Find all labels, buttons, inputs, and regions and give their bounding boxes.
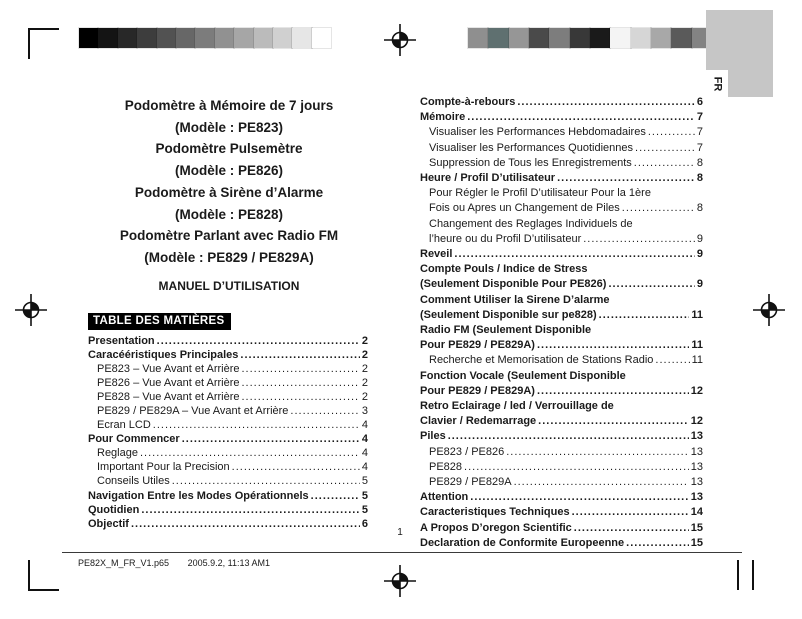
toc-leader-dots xyxy=(157,334,360,348)
toc-entry xyxy=(420,399,703,429)
toc-entry-page: 14 xyxy=(690,506,703,519)
toc-entry xyxy=(420,445,703,460)
toc-entry xyxy=(88,418,368,432)
toc-leader-dots xyxy=(517,95,695,110)
language-tab xyxy=(706,70,728,97)
toc-leader-dots xyxy=(574,521,689,536)
toc-entry xyxy=(88,362,368,376)
toc-leader-dots xyxy=(131,517,360,531)
calibration-square xyxy=(509,28,529,48)
product-model-3: (Modèle : PE828) xyxy=(174,206,284,222)
footer-filename: PE82X_M_FR_V1.p65 xyxy=(78,558,170,568)
crop-mark-bottom-right xyxy=(737,560,739,590)
toc-entry-page: 2 xyxy=(361,377,368,390)
toc-entry-page: 2 xyxy=(361,335,368,347)
toc-column-left xyxy=(88,334,368,531)
toc-entry-label: Compte-à-rebours xyxy=(420,96,516,108)
toc-entry-page: 8 xyxy=(696,172,703,185)
toc-entry-label: PE828 xyxy=(429,460,463,473)
calibration-square xyxy=(176,28,195,48)
toc-leader-dots xyxy=(182,432,360,446)
toc-entry-page: 6 xyxy=(696,96,703,108)
toc-leader-dots xyxy=(141,503,360,517)
toc-entry-page: 11 xyxy=(691,308,703,321)
toc-leader-dots xyxy=(241,362,359,376)
toc-entry xyxy=(420,110,703,125)
toc-leader-dots xyxy=(241,390,359,404)
toc-leader-dots xyxy=(172,474,360,488)
toc-entry-page: 9 xyxy=(696,248,703,261)
cover-titles xyxy=(88,95,370,294)
toc-entry-label: Presentation xyxy=(88,335,155,347)
toc-entry xyxy=(420,490,703,505)
toc-leader-dots xyxy=(622,201,695,216)
calibration-square xyxy=(468,28,488,48)
crop-mark-bottom-right xyxy=(752,560,754,590)
toc-entry-label: Reveil xyxy=(420,248,453,261)
toc-header: TABLE DES MATIÈRES xyxy=(88,313,231,330)
toc-entry-label: A Propos D’oregon Scientific xyxy=(420,521,572,534)
toc-leader-dots xyxy=(454,247,694,262)
toc-entry xyxy=(420,247,703,262)
calibration-square xyxy=(157,28,176,48)
toc-entry-page: 12 xyxy=(690,384,703,397)
calibration-square xyxy=(254,28,273,48)
toc-entry xyxy=(420,293,703,323)
toc-entry-page: 3 xyxy=(361,405,368,418)
toc-entry xyxy=(88,390,368,404)
toc-entry xyxy=(88,489,368,503)
toc-entry-label: Quotidien xyxy=(88,503,140,516)
toc-entry-label: Heure / Profil D’utilisateur xyxy=(420,172,556,185)
toc-entry xyxy=(420,521,703,536)
toc-entry-page: 13 xyxy=(690,460,703,473)
toc-entry-page: 6 xyxy=(361,517,368,530)
toc-entry-label: Pour Commencer xyxy=(88,433,180,446)
product-title-1: Podomètre à Mémoire de 7 jours xyxy=(124,98,334,113)
toc-entry-label: Conseils Utiles xyxy=(97,475,170,488)
toc-entry-label: Clavier / Redemarrage xyxy=(420,415,537,428)
toc-entry-label: (Seulement Disponible sur pe828) xyxy=(420,308,597,321)
toc-entry-page: 13 xyxy=(690,430,703,443)
toc-entry xyxy=(88,432,368,446)
toc-leader-dots xyxy=(538,414,689,429)
toc-leader-dots xyxy=(153,418,360,432)
toc-entry-label: Pour PE829 / PE829A) xyxy=(420,339,535,352)
toc-entry-label-line: Changement des Reglages Individuels de xyxy=(429,217,633,230)
toc-entry xyxy=(420,262,703,292)
calibration-square xyxy=(671,28,691,48)
toc-entry-label: PE826 – Vue Avant et Arrière xyxy=(97,377,240,390)
toc-entry xyxy=(88,446,368,460)
toc-entry-page: 7 xyxy=(696,126,703,139)
grayscale-calibration-bar xyxy=(79,28,331,48)
calibration-square xyxy=(549,28,569,48)
toc-leader-dots xyxy=(290,404,359,418)
toc-entry-page: 13 xyxy=(690,476,703,489)
toc-entry-label: Declaration de Conformite Europeenne xyxy=(420,536,625,549)
toc-entry xyxy=(420,217,703,247)
registration-mark-top xyxy=(384,24,416,56)
toc-entry-label: Reglage xyxy=(97,447,138,460)
toc-entry xyxy=(420,156,703,171)
toc-leader-dots xyxy=(583,232,695,247)
toc-entry-page: 4 xyxy=(361,461,368,474)
calibration-square xyxy=(292,28,311,48)
toc-entry xyxy=(420,460,703,475)
toc-leader-dots xyxy=(537,384,689,399)
toc-column-right xyxy=(420,95,703,551)
toc-entry xyxy=(420,171,703,186)
toc-entry-page: 13 xyxy=(690,445,703,458)
toc-entry-page: 8 xyxy=(696,156,703,169)
toc-leader-dots xyxy=(537,338,689,353)
toc-entry xyxy=(420,125,703,140)
toc-leader-dots xyxy=(648,125,695,140)
toc-entry xyxy=(88,348,368,362)
toc-entry-label: PE823 – Vue Avant et Arrière xyxy=(97,363,240,376)
toc-leader-dots xyxy=(634,156,695,171)
footer-datetime: 2005.9.2, 11:13 AM1 xyxy=(187,558,270,568)
toc-entry-page: 7 xyxy=(696,141,703,154)
toc-leader-dots xyxy=(470,490,688,505)
toc-entry-page: 5 xyxy=(361,489,368,502)
calibration-square xyxy=(570,28,590,48)
toc-entry-label: Suppression de Tous les Enregistrements xyxy=(429,156,632,169)
language-tab-label: FR xyxy=(710,76,723,91)
toc-entry-label-line: Pour Régler le Profil D’utilisateur Pour la 1ère xyxy=(429,187,651,200)
toc-leader-dots xyxy=(240,348,359,362)
toc-entry xyxy=(420,323,703,353)
toc-entry-page: 12 xyxy=(690,415,703,428)
toc-entry-page: 2 xyxy=(361,363,368,376)
toc-leader-dots xyxy=(232,460,360,474)
toc-entry xyxy=(420,141,703,156)
toc-leader-dots xyxy=(506,445,689,460)
toc-entry-label-line: Comment Utiliser la Sirene D’alarme xyxy=(420,293,610,306)
toc-entry xyxy=(88,474,368,488)
calibration-square xyxy=(529,28,549,48)
toc-entry-label: (Seulement Disponible Pour PE826) xyxy=(420,278,607,291)
registration-mark-bottom xyxy=(384,565,416,597)
calibration-square xyxy=(610,28,630,48)
color-calibration-bar xyxy=(468,28,712,48)
calibration-square xyxy=(651,28,671,48)
toc-entry xyxy=(88,503,368,517)
calibration-square xyxy=(488,28,508,48)
registration-mark-left xyxy=(15,294,47,326)
toc-entry-label: Pour PE829 / PE829A) xyxy=(420,384,535,397)
toc-entry-page: 9 xyxy=(696,278,703,291)
toc-entry-page: 11 xyxy=(691,339,703,352)
toc-leader-dots xyxy=(448,429,689,444)
calibration-square xyxy=(118,28,137,48)
toc-leader-dots xyxy=(557,171,695,186)
toc-entry-page: 13 xyxy=(690,491,703,504)
toc-entry-label: l’heure ou du Profil D’utilisateur xyxy=(429,232,582,245)
toc-entry-label: PE829 / PE829A – Vue Avant et Arrière xyxy=(97,405,289,418)
manual-title: MANUEL D’UTILISATION xyxy=(158,278,300,293)
toc-leader-dots xyxy=(514,475,689,490)
toc-entry xyxy=(420,186,703,216)
toc-entry-page: 4 xyxy=(361,433,368,446)
toc-entry xyxy=(88,460,368,474)
calibration-square xyxy=(234,28,253,48)
toc-entry-page: 5 xyxy=(361,475,368,488)
toc-entry-label-line: Compte Pouls / Indice de Stress xyxy=(420,263,588,276)
calibration-square xyxy=(631,28,651,48)
toc-entry xyxy=(88,334,368,348)
page-number: 1 xyxy=(397,527,403,538)
toc-entry-label: Mémoire xyxy=(420,111,466,124)
crop-mark-top-left xyxy=(28,28,59,59)
product-model-4: (Modèle : PE829 / PE829A) xyxy=(144,249,314,265)
toc-entry-label: Visualiser les Performances Hebdomadaires xyxy=(429,126,646,139)
toc-entry-label: Caracééristiques Principales xyxy=(88,349,239,362)
toc-entry-page: 7 xyxy=(696,111,703,124)
calibration-square xyxy=(195,28,214,48)
calibration-square xyxy=(98,28,117,48)
toc-entry xyxy=(420,353,703,368)
calibration-square xyxy=(137,28,156,48)
toc-entry-page: 15 xyxy=(690,521,703,534)
toc-entry-label: Fois ou Apres un Changement de Piles xyxy=(429,202,620,215)
footer-divider xyxy=(62,552,742,553)
toc-entry xyxy=(88,517,368,531)
toc-leader-dots xyxy=(311,489,360,503)
toc-entry-label-line: Fonction Vocale (Seulement Disponible xyxy=(420,369,626,382)
crop-mark-bottom-left xyxy=(28,560,59,591)
toc-entry-label: Piles xyxy=(420,430,446,443)
toc-entry-page: 5 xyxy=(361,503,368,516)
toc-entry-label: Attention xyxy=(420,491,469,504)
toc-entry xyxy=(420,369,703,399)
product-model-1: (Modèle : PE823) xyxy=(174,119,284,135)
toc-leader-dots xyxy=(599,308,690,323)
toc-entry xyxy=(88,404,368,418)
toc-leader-dots xyxy=(626,536,689,551)
toc-entry-label-line: Radio FM (Seulement Disponible xyxy=(420,324,592,337)
toc-entry-label: Navigation Entre les Modes Opérationnels xyxy=(88,489,309,502)
toc-entry-label: Recherche et Memorisation de Stations Radio xyxy=(429,354,654,367)
product-title-2: Podomètre Pulsemètre xyxy=(155,141,303,157)
calibration-square xyxy=(215,28,234,48)
calibration-square xyxy=(79,28,98,48)
toc-leader-dots xyxy=(572,505,689,520)
toc-entry-label: Caracteristiques Techniques xyxy=(420,506,570,519)
product-title-3: Podomètre à Sirène d’Alarme xyxy=(134,184,324,200)
toc-entry-page: 4 xyxy=(361,447,368,460)
toc-entry xyxy=(420,95,703,110)
toc-entry-page: 2 xyxy=(361,391,368,404)
toc-entry xyxy=(420,505,703,520)
toc-entry xyxy=(420,429,703,444)
registration-mark-right xyxy=(753,294,785,326)
footer xyxy=(78,558,270,568)
toc-entry-label: Important Pour la Precision xyxy=(97,461,230,474)
toc-entry-label: Visualiser les Performances Quotidiennes xyxy=(429,141,634,154)
toc-entry xyxy=(420,475,703,490)
calibration-square xyxy=(273,28,292,48)
product-model-2: (Modèle : PE826) xyxy=(174,163,284,179)
toc-entry-label-line: Retro Eclairage / led / Verrouillage de xyxy=(420,400,614,413)
toc-entry-page: 2 xyxy=(361,349,368,362)
toc-entry-page: 15 xyxy=(690,536,703,549)
toc-leader-dots xyxy=(241,376,359,390)
calibration-square xyxy=(312,28,331,48)
calibration-square xyxy=(590,28,610,48)
toc-leader-dots xyxy=(467,110,695,125)
toc-entry-page: 8 xyxy=(696,202,703,215)
toc-entry-label: PE828 – Vue Avant et Arrière xyxy=(97,391,240,404)
toc-entry-page: 4 xyxy=(361,419,368,432)
toc-leader-dots xyxy=(608,277,694,292)
toc-entry-page: 11 xyxy=(691,354,703,367)
toc-entry-label: PE829 / PE829A xyxy=(429,476,512,489)
toc-leader-dots xyxy=(140,446,360,460)
toc-leader-dots xyxy=(464,460,689,475)
toc-entry xyxy=(420,536,703,551)
toc-entry-label: Objectif xyxy=(88,517,129,530)
toc-entry-page: 9 xyxy=(696,232,703,245)
toc-leader-dots xyxy=(655,353,689,368)
product-title-4: Podomètre Parlant avec Radio FM xyxy=(119,228,339,244)
toc-leader-dots xyxy=(635,141,695,156)
toc-entry xyxy=(88,376,368,390)
toc-entry-label: Ecran LCD xyxy=(97,419,151,432)
toc-entry-label: PE823 / PE826 xyxy=(429,445,505,458)
